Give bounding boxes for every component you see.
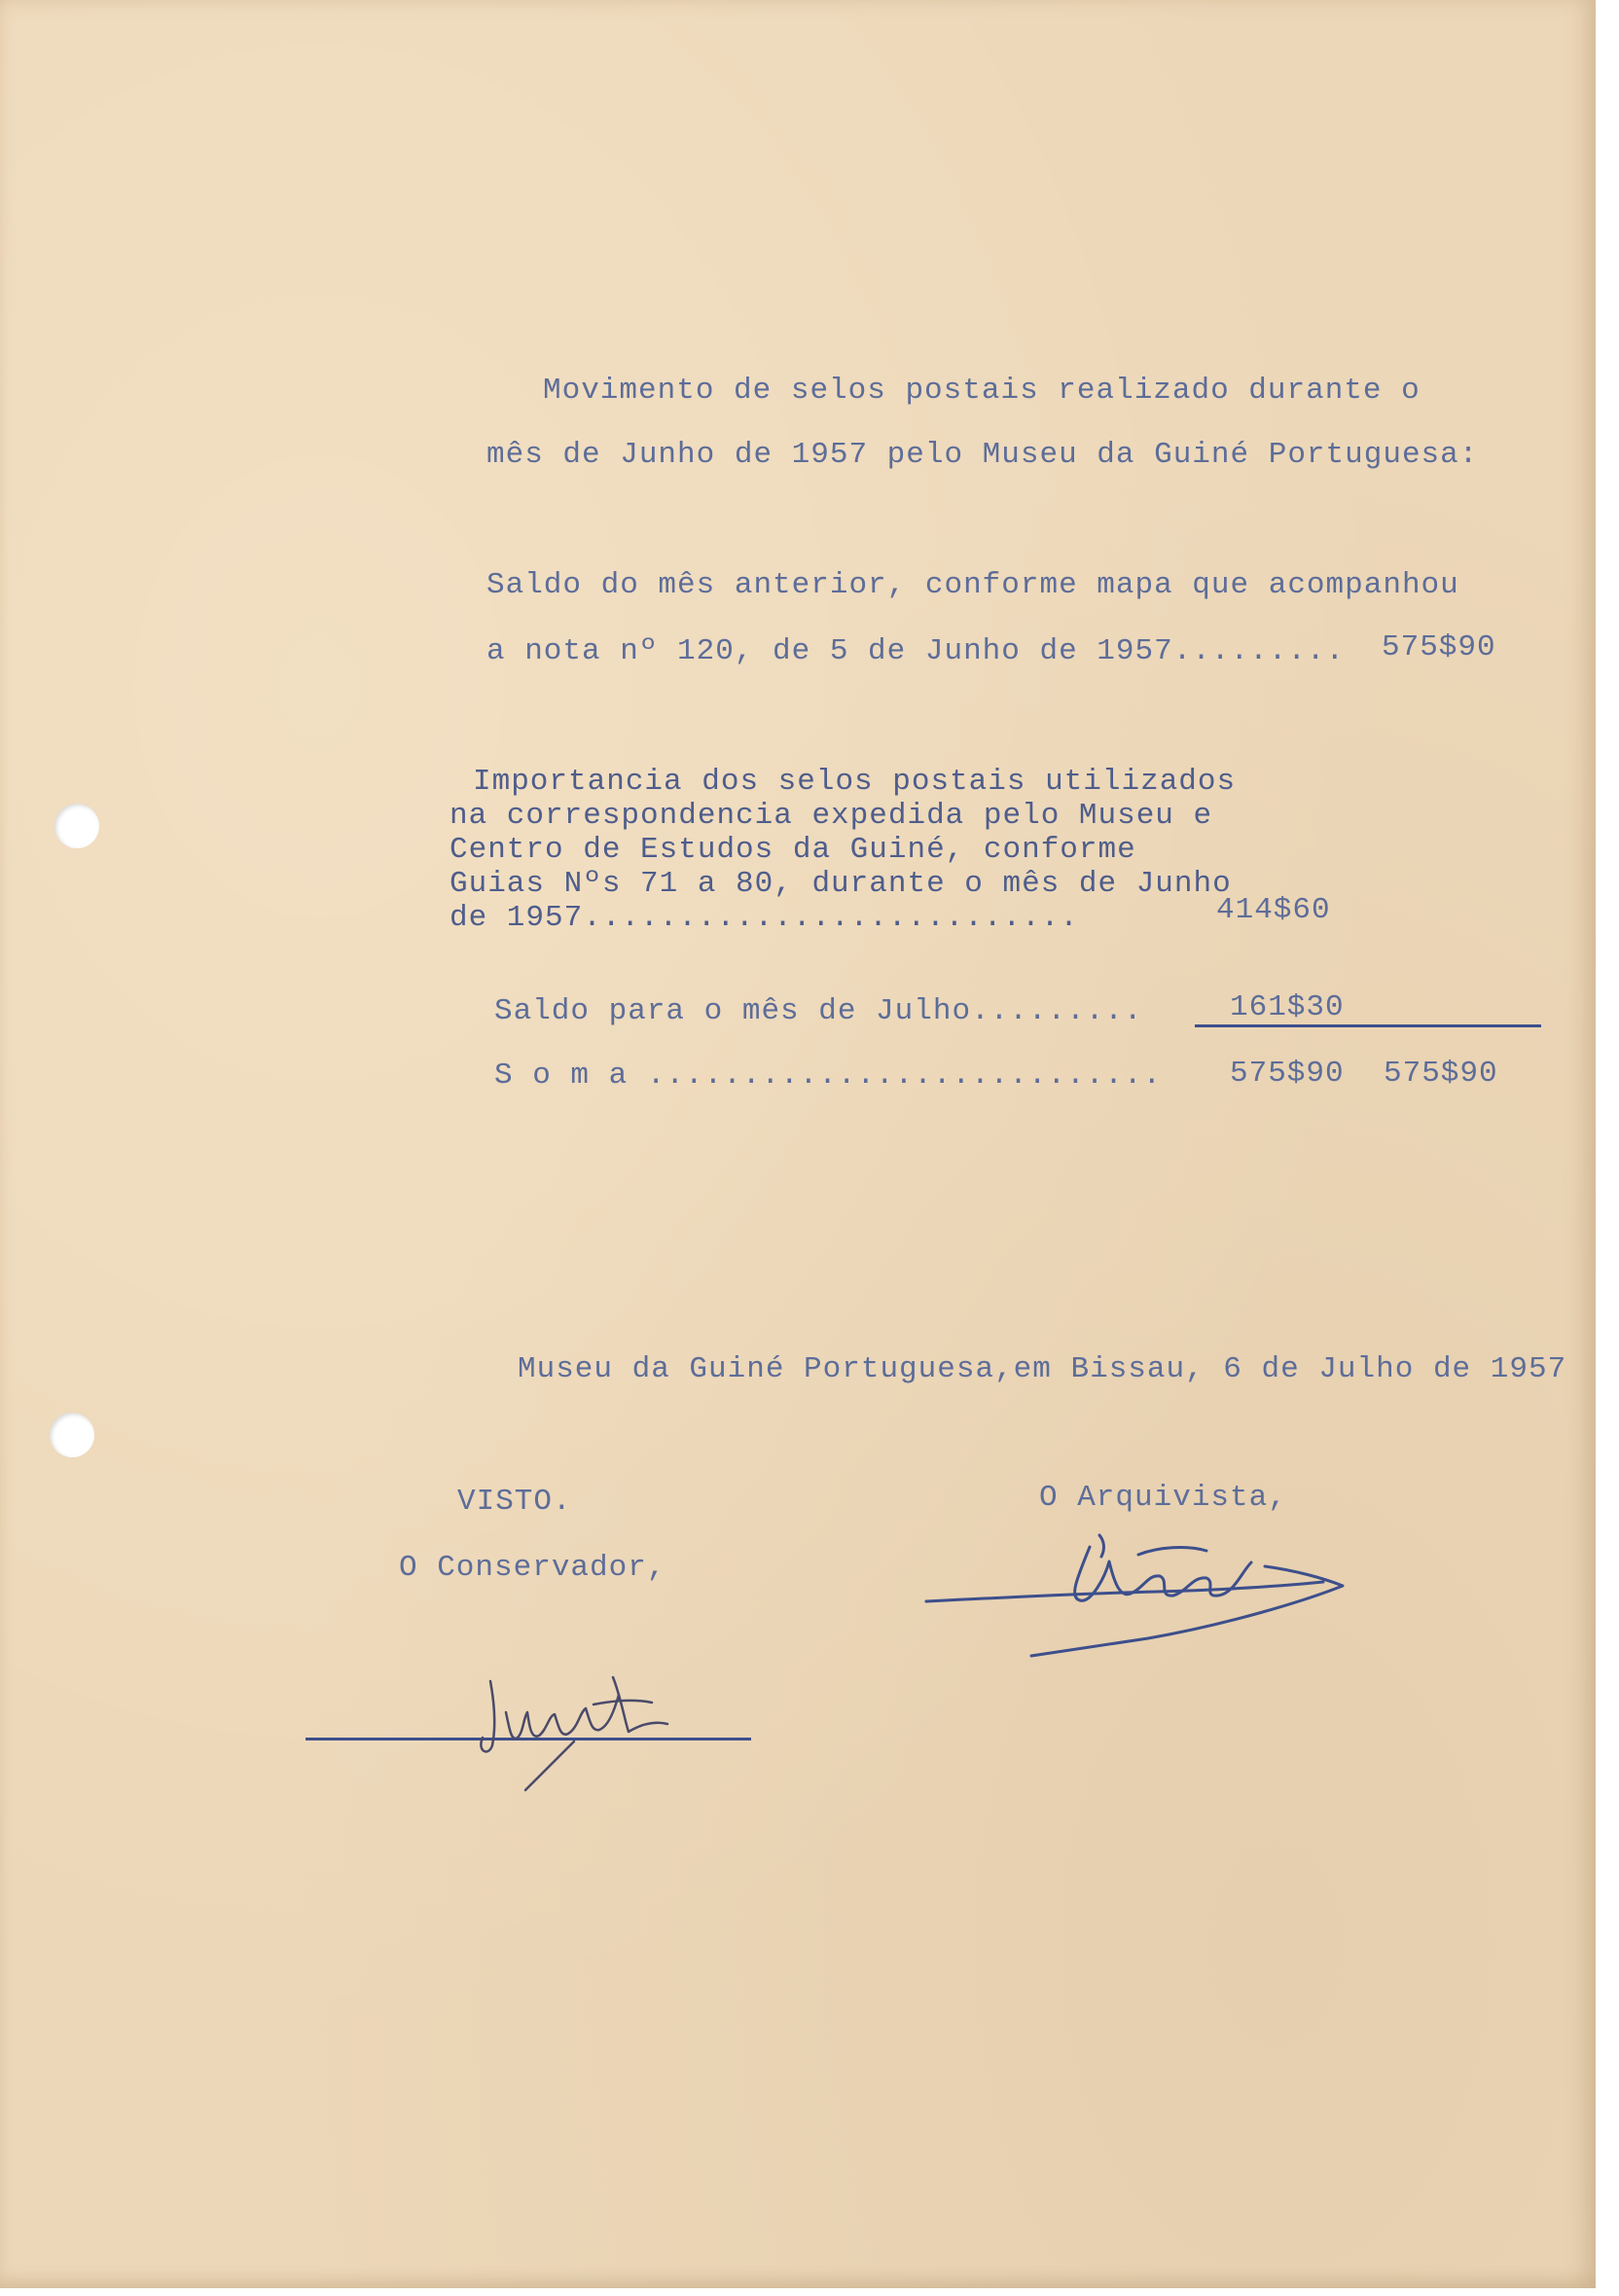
header-line-1: Movimento de selos postais realizado durante o	[543, 374, 1421, 408]
header-line-2: mês de Junho de 1957 pelo Museu da Guiné Portuguesa:	[486, 438, 1479, 472]
stamps-used-line-2: na correspondencia expedida pelo Museu e	[450, 799, 1213, 833]
total-underline	[1195, 1024, 1541, 1027]
previous-balance-line-2: a nota nº 120, de 5 de Junho de 1957.........	[486, 634, 1346, 668]
next-balance-label: Saldo para o mês de Julho.........	[494, 994, 1143, 1028]
conservador-signature	[467, 1644, 701, 1800]
stamps-used-amount: 414$60	[1216, 893, 1331, 927]
stamps-used-line-5: de 1957..........................	[450, 901, 1079, 935]
arquivista-title: O Arquivista,	[1039, 1481, 1287, 1515]
visto-label: VISTO.	[457, 1485, 572, 1519]
place-date: Museu da Guiné Portuguesa,em Bissau, 6 de Julho de 1957	[518, 1352, 1567, 1386]
punch-hole-bottom	[50, 1413, 94, 1457]
stamps-used-line-4: Guias Nºs 71 a 80, durante o mês de Junho	[450, 867, 1232, 901]
sum-label: S o m a ...........................	[494, 1058, 1163, 1093]
conservador-title: O Conservador,	[399, 1551, 666, 1585]
next-balance-amount: 161$30	[1230, 990, 1345, 1024]
previous-balance-amount: 575$90	[1382, 630, 1496, 664]
sum-amount-right: 575$90	[1384, 1057, 1498, 1091]
arquivista-signature	[915, 1508, 1401, 1673]
stamps-used-line-1: Importancia dos selos postais utilizados	[473, 765, 1237, 799]
stamps-used-line-3: Centro de Estudos da Guiné, conforme	[450, 833, 1136, 867]
previous-balance-line-1: Saldo do mês anterior, conforme mapa que acompanhou	[486, 568, 1459, 602]
sum-amount-left: 575$90	[1230, 1057, 1345, 1091]
punch-hole-top	[54, 804, 99, 848]
